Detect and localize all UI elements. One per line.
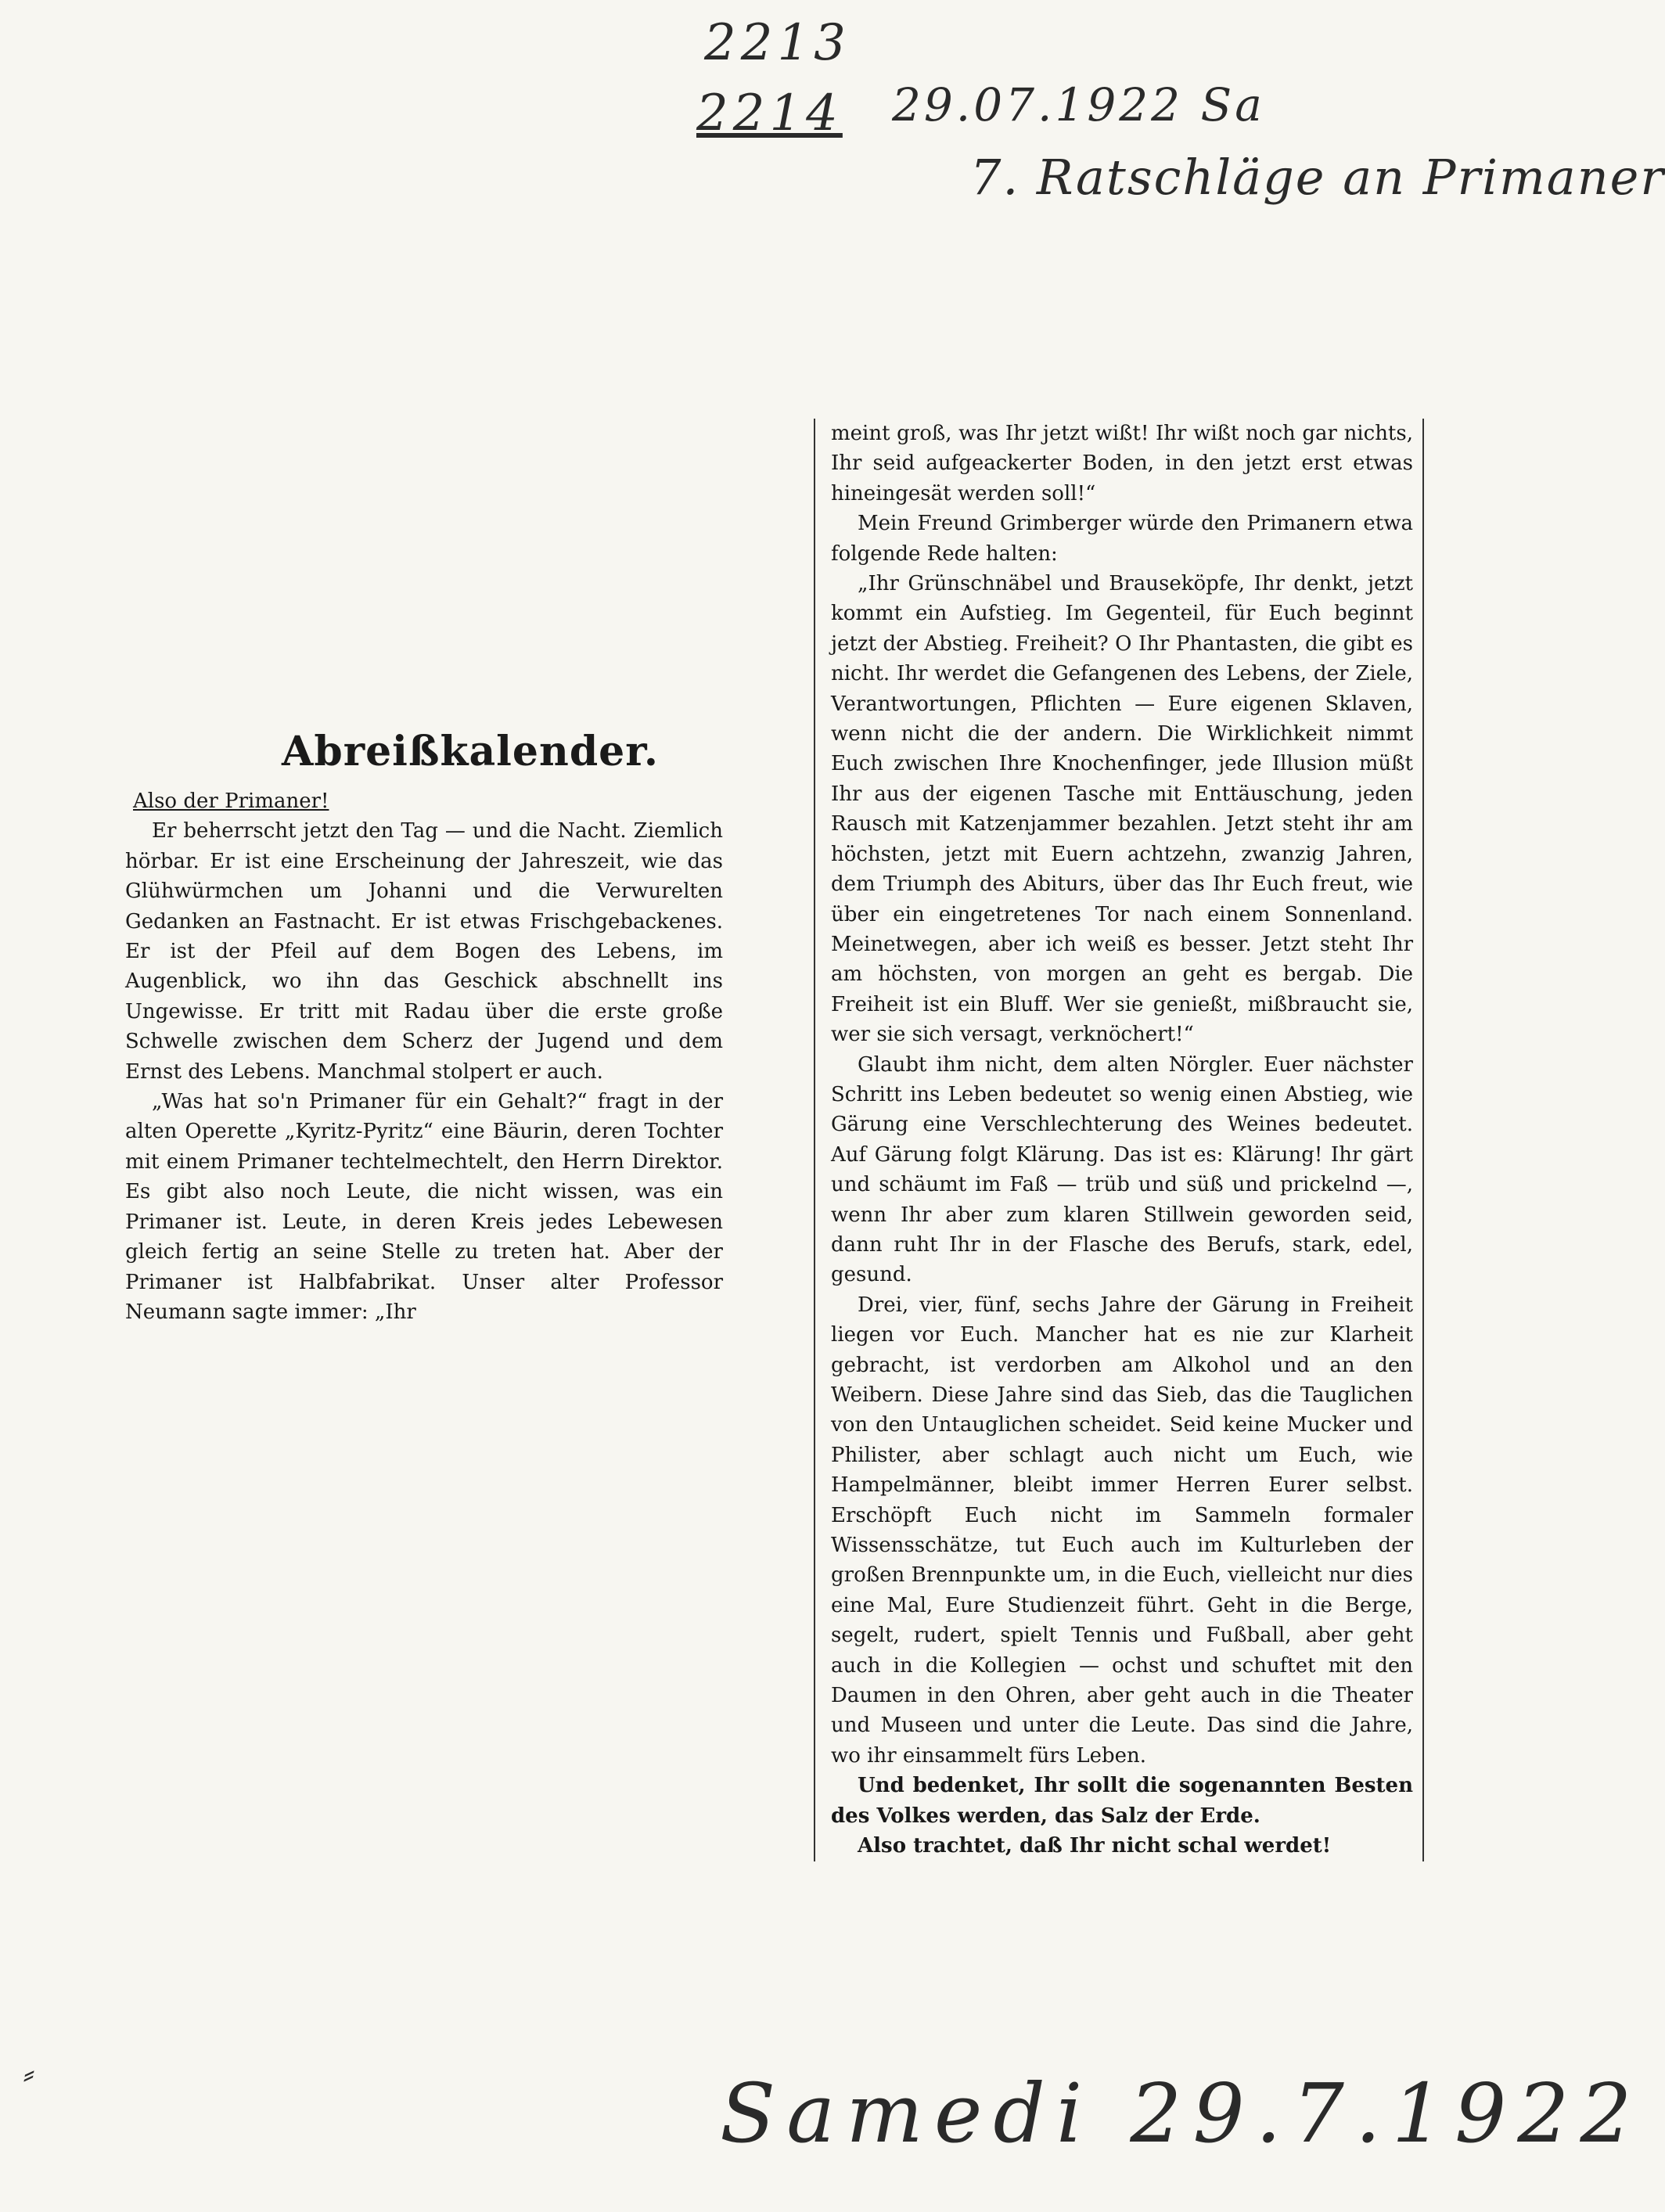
article-paragraph: „Was hat so'n Primaner für ein Gehalt?“ fragt in der alten Operette „Kyritz-Pyritz“ eine Bäurin, deren Tochter mit einem Primaner techtelmechtelt, den Herrn Direktor. Es gibt also noch Leute, die nicht wissen, was ein Primaner ist. Leute, in deren Kreis jedes Lebewesen gleich fertig an seine Stelle zu treten hat. Aber der Primaner ist Halbfabrikat. Unser alter Professor Neumann sagte immer: „Ihr — [125, 1090, 723, 1324]
article-title: Abreißkalender. — [282, 728, 659, 775]
archive-number-handwritten-underlined: 2214 — [696, 85, 843, 142]
article-paragraph: Er beherrscht jetzt den Tag — und die Nacht. Ziemlich hörbar. Er ist eine Erscheinung der Jahreszeit, wie das Glühwürmchen um Johanni und die Verwurelten Gedanken an Fastnacht. Er ist etwas Frischgebackenes. Er ist der Pfeil auf dem Bogen des Lebens, im Augenblick, wo ihn das Geschick abschnellt ins Ungewisse. Er tritt mit Radau über die erste große Schwelle zwischen dem Scherz der Jugend und dem Ernst des Lebens. Manchmal stolpert er auch. — [125, 819, 723, 1084]
handwritten-date-note: 29.07.1922 Sa — [892, 78, 1265, 131]
article-closing-line: Also trachtet, daß Ihr nicht schal werdet! — [858, 1834, 1332, 1858]
article-paragraph: meint groß, was Ihr jetzt wißt! Ihr wißt noch gar nichts, Ihr seid aufgeackerter Boden, in den jetzt erst etwas hineingesät werden soll!“ — [831, 422, 1413, 505]
archive-number-handwritten: 2213 — [704, 14, 850, 72]
article-paragraph: Mein Freund Grimberger würde den Primanern etwa folgende Rede halten: — [831, 512, 1413, 566]
article-paragraph: „Ihr Grünschnäbel und Brauseköpfe, Ihr denkt, jetzt kommt ein Aufstieg. Im Gegenteil, für Euch beginnt jetzt der Abstieg. Freiheit? O Ihr Phantasten, die gibt es nicht. Ihr werdet die Gefangenen des Lebens, der Ziele, Verantwortungen, Pflichten — Eure eigenen Sklaven, wenn nicht die der andern. Die Wirklichkeit nimmt Euch zwischen Ihre Knochenfinger, jede Illusion müßt Ihr aus der eigenen Tasche mit Enttäuschung, jeden Rausch mit Katzenjammer bezahlen. Jetzt steht ihr am höchsten, jetzt mit Euern achtzehn, zwanzig Jahren, dem Triumph des Abiturs, über das Ihr Euch freut, wie über ein eingetretenes Tor nach einem Sonnenland. Meinetwegen, aber ich weiß es besser. Jetzt steht Ihr am höchsten, von morgen an geht es bergab. Die Freiheit ist ein Bluff. Wer sie genießt, mißbraucht sie, wer sie sich versagt, verknöchert!“ — [831, 572, 1413, 1047]
article-paragraph: Und bedenket, Ihr sollt die sogenannten Besten des Volkes werden, das Salz der Erde. — [831, 1774, 1413, 1828]
margin-pencil-mark: ⸗ — [23, 2054, 34, 2092]
article-left-column — [125, 786, 723, 1327]
article-paragraph: Drei, vier, fünf, sechs Jahre der Gärung in Freiheit liegen vor Euch. Mancher hat es nie zur Klarheit gebracht, ist verdorben am Alkohol und an den Weibern. Diese Jahre sind das Sieb, das die Tauglichen von den Untauglichen scheidet. Seid keine Mucker und Philister, aber schlagt auch nicht um Euch, wie Hampelmänner, bleibt immer Herren Eurer selbst. Erschöpft Euch nicht im Sammeln formaler Wissensschätze, tut Euch auch im Kulturleben der großen Brennpunkte um, in die Euch, vielleicht nur dies eine Mal, Eure Studienzeit führt. Geht in die Berge, segelt, rudert, spielt Tennis und Fußball, aber geht auch in die Kollegien — ochst und schuftet mit den Daumen in den Ohren, aber geht auch in die Theater und Museen und unter die Leute. Das sind die Jahre, wo ihr einsammelt fürs Leben. — [831, 1293, 1413, 1768]
article-kicker: Also der Primaner! — [133, 789, 329, 813]
article-right-column — [814, 419, 1424, 1861]
article-paragraph: Glaubt ihm nicht, dem alten Nörgler. Euer nächster Schritt ins Leben bedeutet so wenig einen Abstieg, wie Gärung eine Verschlechterung des Weines bedeutet. Auf Gärung folgt Klärung. Das ist es: Klärung! Ihr gärt und schäumt im Faß — trüb und süß und prickelnd —, wenn Ihr aber zum klaren Stillwein geworden seid, dann ruht Ihr in der Flasche des Berufs, stark, edel, gesund. — [831, 1052, 1413, 1287]
handwritten-footer-date: Samedi 29.7.1922 — [720, 2066, 1643, 2161]
handwritten-topic-note: 7. Ratschläge an Primaner — [970, 149, 1665, 206]
